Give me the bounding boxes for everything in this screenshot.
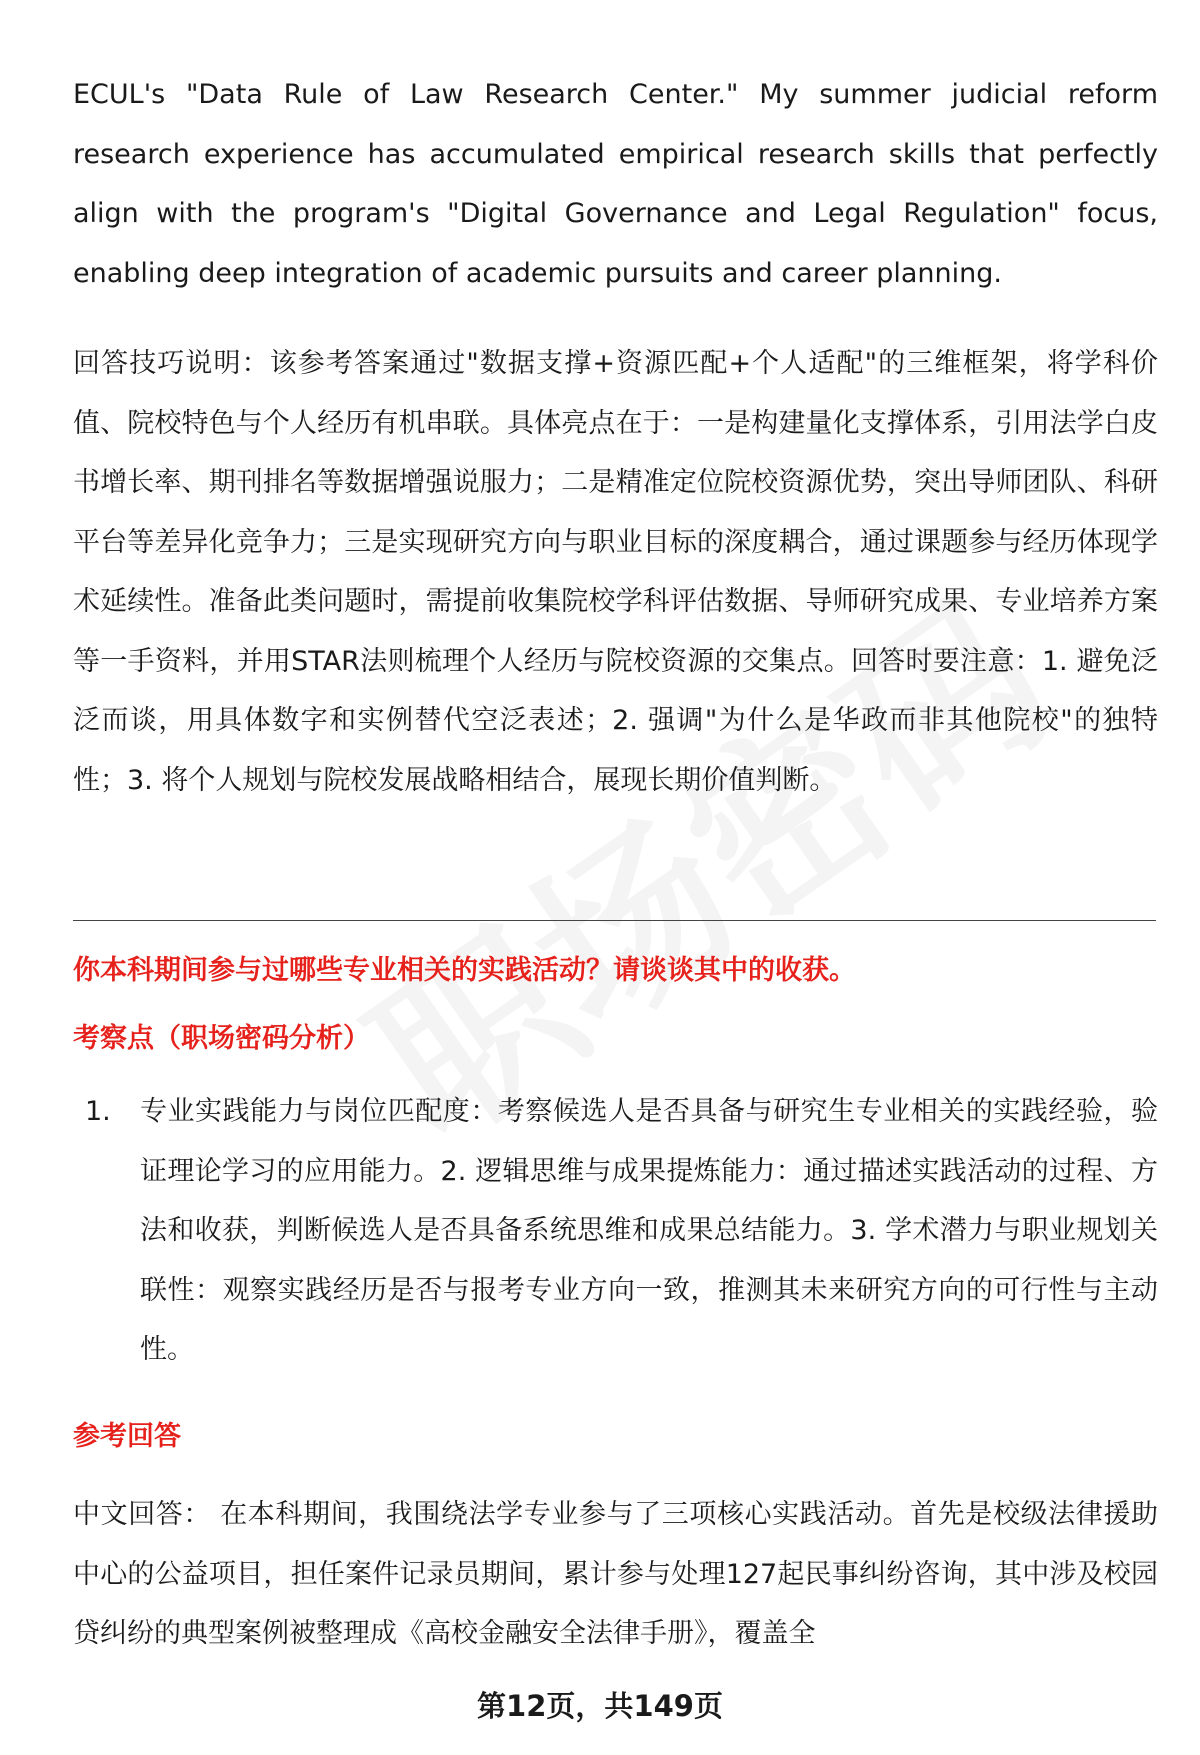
answer-paragraph: 中文回答： 在本科期间，我围绕法学专业参与了三项核心实践活动。首先是校级法律援助中心的公益项目，担任案件记录员期间，累计参与处理127起民事纠纷咨询，其中涉及校园贷纠纷的典型案例被整理成《高校金融安全法律手册》，覆盖全 xyxy=(73,1499,1158,1649)
tips-paragraph: 回答技巧说明：该参考答案通过"数据支撑+资源匹配+个人适配"的三维框架，将学科价值、院校特色与个人经历有机串联。具体亮点在于：一是构建量化支撑体系，引用法学白皮书增长率、期刊排名等数据增强说服力；二是精准定位院校资源优势，突出导师团队、科研平台等差异化竞争力；三是实现研究方向与职业目标的深度耦合，通过课题参与经历体现学术延续性。准备此类问题时，需提前收集院校学科评估数据、导师研究成果、专业培养方案等一手资料，并用STAR法则梳理个人经历与院校资源的交集点。回答时要注意：1. 避免泛泛而谈，用具体数字和实例替代空泛表述；2. 强调"为什么是华政而非其他院校"的独特性；3. 将个人规划与院校发展战略相结合，展现长期价值判断。 xyxy=(73,348,1158,796)
reference-answer-heading: 参考回答 xyxy=(73,1421,181,1452)
list-item xyxy=(73,1082,1158,1380)
page-number-footer: 第12页，共149页 xyxy=(477,1689,723,1723)
key-points-heading: 考察点（职场密码分析） xyxy=(73,1023,370,1054)
english-paragraph: ECUL's "Data Rule of Law Research Center." My summer judicial reform research experience has accumulated empirical research skills that perfectly align with the program's "Digital Governance and Legal Regulation" focus, enabling deep integration of academic pursuits and career planning. xyxy=(73,79,1158,289)
section-divider xyxy=(73,920,1156,921)
list-item-number: 1. xyxy=(85,1096,111,1127)
question-heading: 你本科期间参与过哪些专业相关的实践活动？请谈谈其中的收获。 xyxy=(73,955,856,986)
list-item-text: 专业实践能力与岗位匹配度：考察候选人是否具备与研究生专业相关的实践经验，验证理论学习的应用能力。2. 逻辑思维与成果提炼能力：通过描述实践活动的过程、方法和收获，判断候选人是否具备系统思维和成果总结能力。3. 学术潜力与职业规划关联性：观察实践经历是否与报考专业方向一致，推测其未来研究方向的可行性与主动性。 xyxy=(140,1096,1158,1365)
key-points-list xyxy=(73,1082,1158,1380)
